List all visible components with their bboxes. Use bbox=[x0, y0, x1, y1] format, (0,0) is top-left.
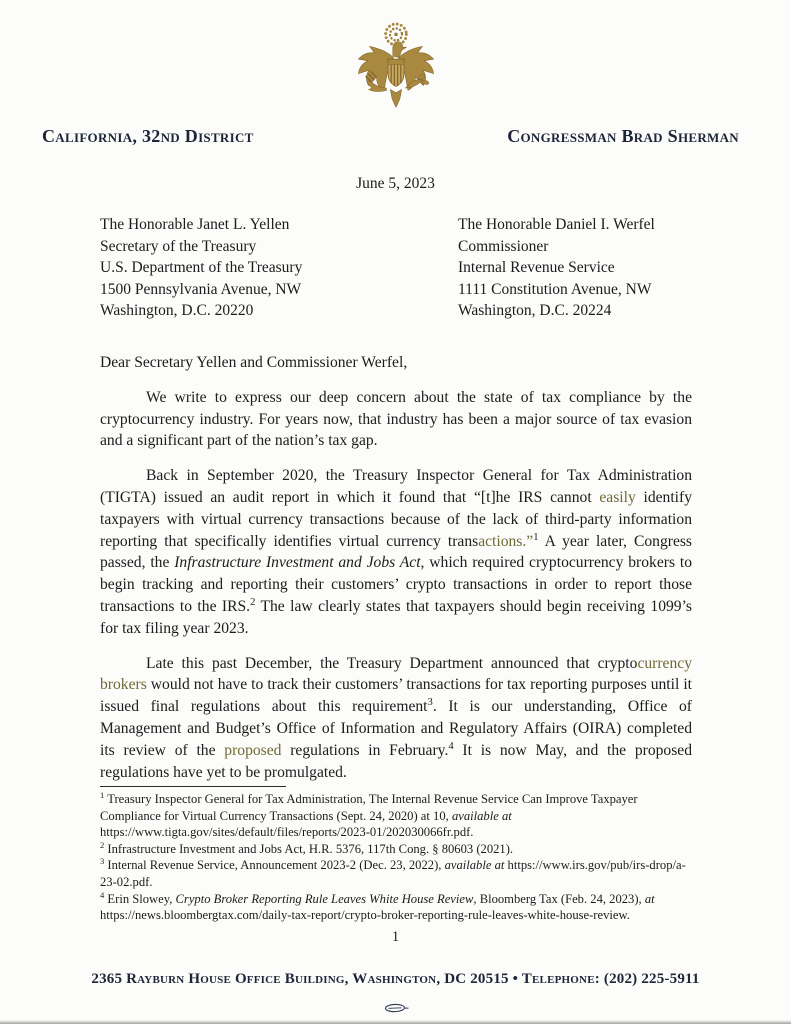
paragraph-1: We write to express our deep concern about the state of tax compliance by the cryptocurrency industry. For years now, that industry has been a major source of tax evasion and a significant part of the nation’s tax gap. bbox=[100, 388, 692, 450]
footnote-separator bbox=[100, 786, 286, 787]
masthead bbox=[0, 126, 791, 147]
footnote-2: $^2$ Infrastructure Investment and Jobs Act, H.R. 5376, 117th Cong. § 80603 (2021). bbox=[100, 839, 514, 856]
recipient-werfel-address bbox=[458, 214, 758, 322]
footnote-4: $^4$ Erin Slowey, Crypto Broker Reporting Rule Leaves White House Review, Bloomberg Tax (Feb. 24, 2023), at https://news.bloombergtax.com/daily-tax-report/crypto-broker-reporting-rule-leaves-white-house-review. bbox=[100, 889, 655, 923]
scan-bottom-edge bbox=[0, 1020, 791, 1024]
address-line: 1500 Pennsylvania Avenue, NW bbox=[100, 280, 302, 298]
address-line: Commissioner bbox=[458, 237, 549, 255]
footer-office-line: 2365 Rayburn House Office Building, Washington, DC 20515 • Telephone: (202) 225-5911 bbox=[91, 971, 700, 987]
great-seal-icon bbox=[348, 20, 444, 124]
footnotes bbox=[100, 786, 692, 924]
masthead-member: Congressman Brad Sherman bbox=[507, 126, 739, 146]
paragraph-3: Late this past December, the Treasury Department announced that cryptocurrency brokers would not have to track their customers’ transactions for tax reporting purposes until it issued final regulations about this requirement$^3$. It is our understanding, Office of Management and Budget’s Office of Information and Regulatory Affairs (OIRA) completed its review of the proposed regulations in February.$^4$ It is now May, and the proposed regulations have yet to be promulgated. bbox=[100, 654, 693, 781]
footnote-3: $^3$ Internal Revenue Service, Announcement 2023-2 (Dec. 23, 2022), available at https://www.irs.gov/pub/irs-drop/a-23-02.pdf. bbox=[100, 856, 686, 889]
recipient-yellen-address bbox=[100, 214, 400, 322]
union-printers-bug-icon bbox=[382, 1000, 409, 1019]
address-line: Secretary of the Treasury bbox=[100, 237, 257, 255]
address-line: Internal Revenue Service bbox=[458, 259, 615, 276]
letter-body bbox=[100, 352, 692, 783]
letter-date: June 5, 2023 bbox=[356, 175, 435, 192]
masthead-district: California, 32nd District bbox=[42, 126, 254, 146]
address-line: Washington, D.C. 20220 bbox=[100, 302, 254, 319]
address-line: U.S. Department of the Treasury bbox=[100, 259, 303, 276]
address-line: The Honorable Janet L. Yellen bbox=[100, 216, 290, 233]
address-line: Washington, D.C. 20224 bbox=[458, 302, 612, 319]
address-line: 1111 Constitution Avenue, NW bbox=[458, 280, 652, 298]
page-number: 1 bbox=[391, 929, 400, 945]
address-line: The Honorable Daniel I. Werfel bbox=[458, 216, 655, 233]
footnote-1: $^1$ Treasury Inspector General for Tax Administration, The Internal Revenue Service Can Improve Taxpayer Compliance for Virtual Currency Transactions (Sept. 24, 2020) at 10, available at https://www.tigta.gov/sites/default/files/reports/2023-01/202030066fr.pdf. bbox=[100, 789, 638, 840]
paragraph-2: Back in September 2020, the Treasury Inspector General for Tax Administration (TIGTA) issued an audit report in which it found that “[t]he IRS cannot easily identify taxpayers with virtual currency transactions because of the lack of third-party information reporting that specifically identifies virtual currency transactions.”$^1$ A year later, Congress passed, the Infrastructure Investment and Jobs Act, which required cryptocurrency brokers to begin tracking and reporting their customers’ crypto transactions in order to report those transactions to the IRS.$^2$ The law clearly states that taxpayers should begin receiving 1099’s for tax filing year 2023. bbox=[100, 467, 692, 637]
salutation: Dear Secretary Yellen and Commissioner Werfel, bbox=[100, 354, 408, 371]
